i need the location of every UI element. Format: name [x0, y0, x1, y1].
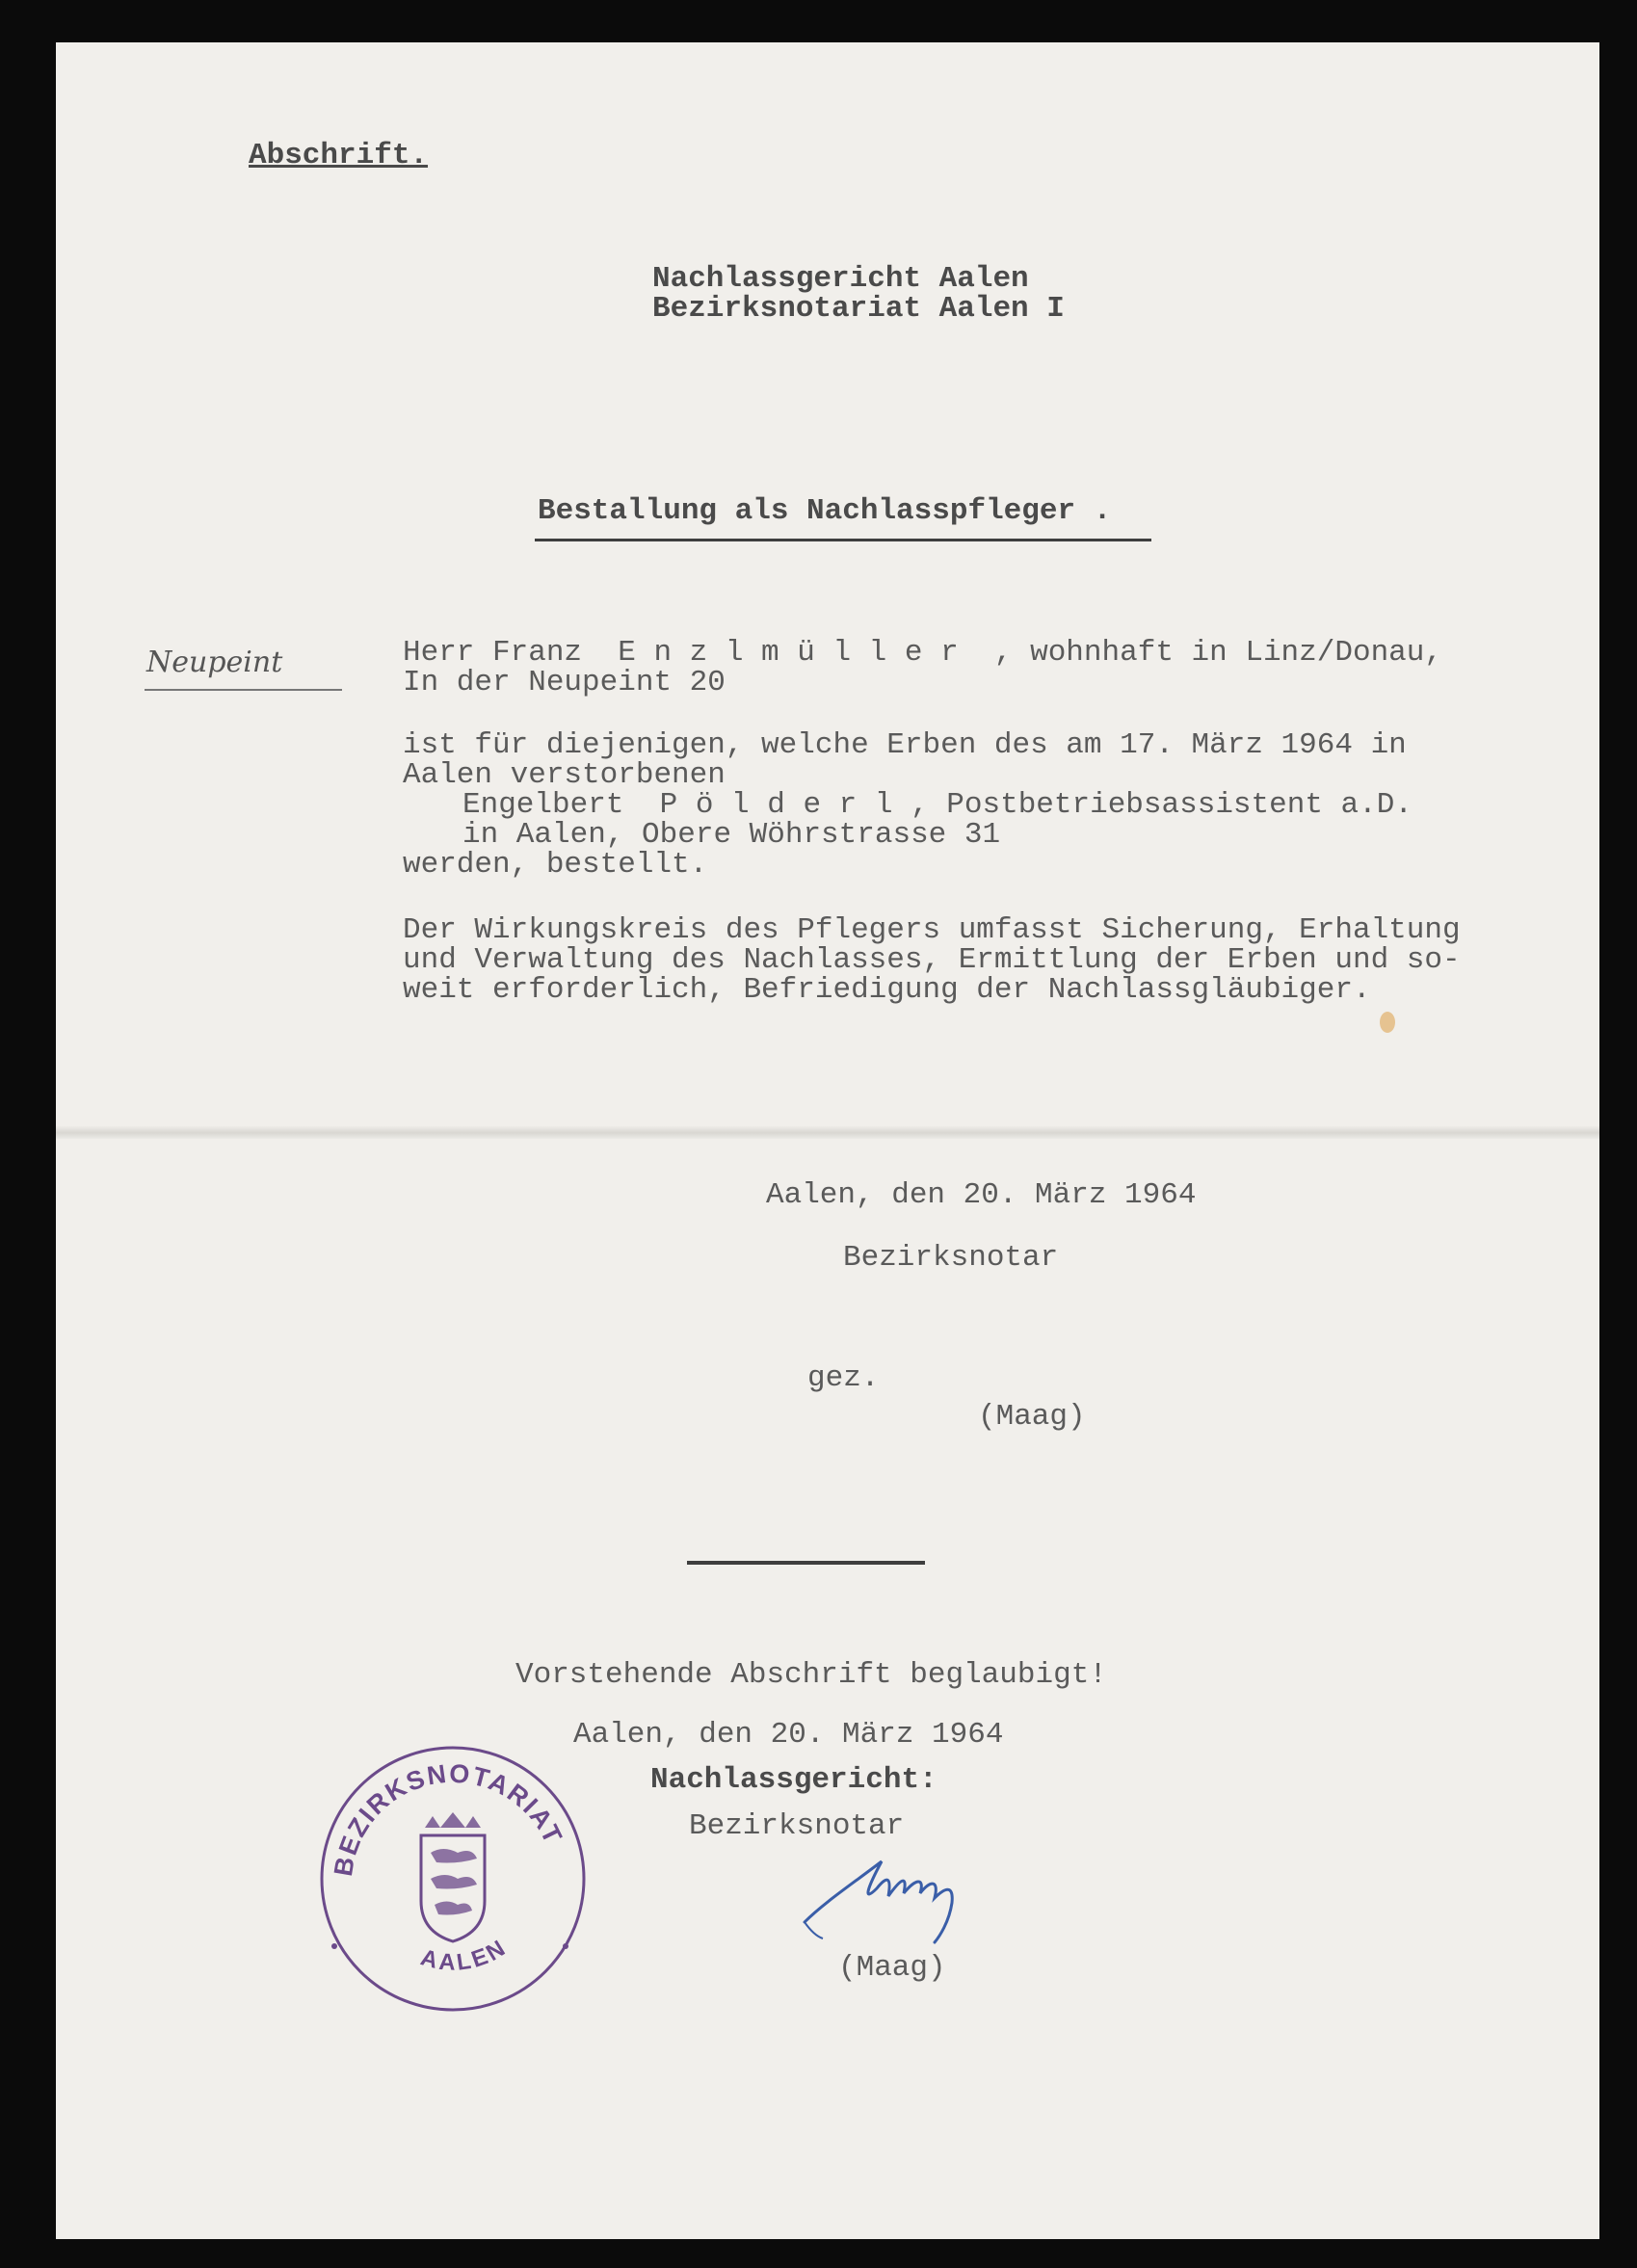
body-line-1: Herr Franz E n z l m ü l l e r , wohnhaft in Linz/Donau,: [403, 636, 1442, 670]
title-underline: [535, 539, 1151, 541]
paper-fold: [56, 1125, 1599, 1139]
handwritten-signature: [800, 1850, 1012, 1946]
certification-line-1: Vorstehende Abschrift beglaubigt!: [515, 1658, 1107, 1692]
signer-name: (Maag): [978, 1400, 1086, 1434]
stamp-top-text: BEZIRKSNOTARIAT: [328, 1758, 568, 1879]
body-line-2: In der Neupeint 20: [403, 666, 726, 699]
separator-line: [687, 1561, 925, 1565]
body-line-9: und Verwaltung des Nachlasses, Ermittlung der Erben und so-: [403, 943, 1461, 977]
heading: Abschrift.: [249, 139, 429, 172]
body-line-8: Der Wirkungskreis des Pflegers umfasst Sicherung, Erhaltung: [403, 913, 1461, 947]
official-stamp: [313, 1739, 593, 2018]
body-line-10: weit erforderlich, Befriedigung der Nachlassgläubiger.: [403, 973, 1371, 1007]
certification-line-2: Aalen, den 20. März 1964: [573, 1718, 1004, 1752]
body-line-5: Engelbert P ö l d e r l , Postbetriebsassistent a.D.: [462, 788, 1413, 822]
coat-of-arms-icon: [421, 1812, 485, 1941]
certification-name: (Maag): [838, 1951, 946, 1985]
margin-note: Neupeint: [146, 646, 283, 679]
stamp-star-right: [563, 1943, 568, 1949]
margin-note-underline: [145, 689, 342, 691]
certification-line-4: Bezirksnotar: [689, 1809, 905, 1843]
signature-underflourish: [805, 1922, 823, 1938]
paper-stain: [1380, 1012, 1395, 1033]
stamp-bottom-text: AALEN: [417, 1934, 513, 1976]
body-line-4: Aalen verstorbenen: [403, 758, 726, 792]
official-title: Bezirksnotar: [843, 1241, 1059, 1275]
notary-office: Bezirksnotariat Aalen I: [652, 292, 1065, 326]
signature-stroke: [805, 1861, 952, 1942]
place-date: Aalen, den 20. März 1964: [766, 1178, 1197, 1212]
body-line-6: in Aalen, Obere Wöhrstrasse 31: [462, 818, 1001, 852]
court-name: Nachlassgericht Aalen: [652, 262, 1029, 296]
stamp-star-left: [331, 1943, 337, 1949]
body-line-7: werden, bestellt.: [403, 848, 708, 882]
signed-marker: gez.: [807, 1361, 880, 1395]
document-title: Bestallung als Nachlasspfleger .: [538, 494, 1112, 528]
certification-line-3: Nachlassgericht:: [650, 1763, 937, 1797]
body-line-3: ist für diejenigen, welche Erben des am 17. März 1964 in: [403, 728, 1407, 762]
